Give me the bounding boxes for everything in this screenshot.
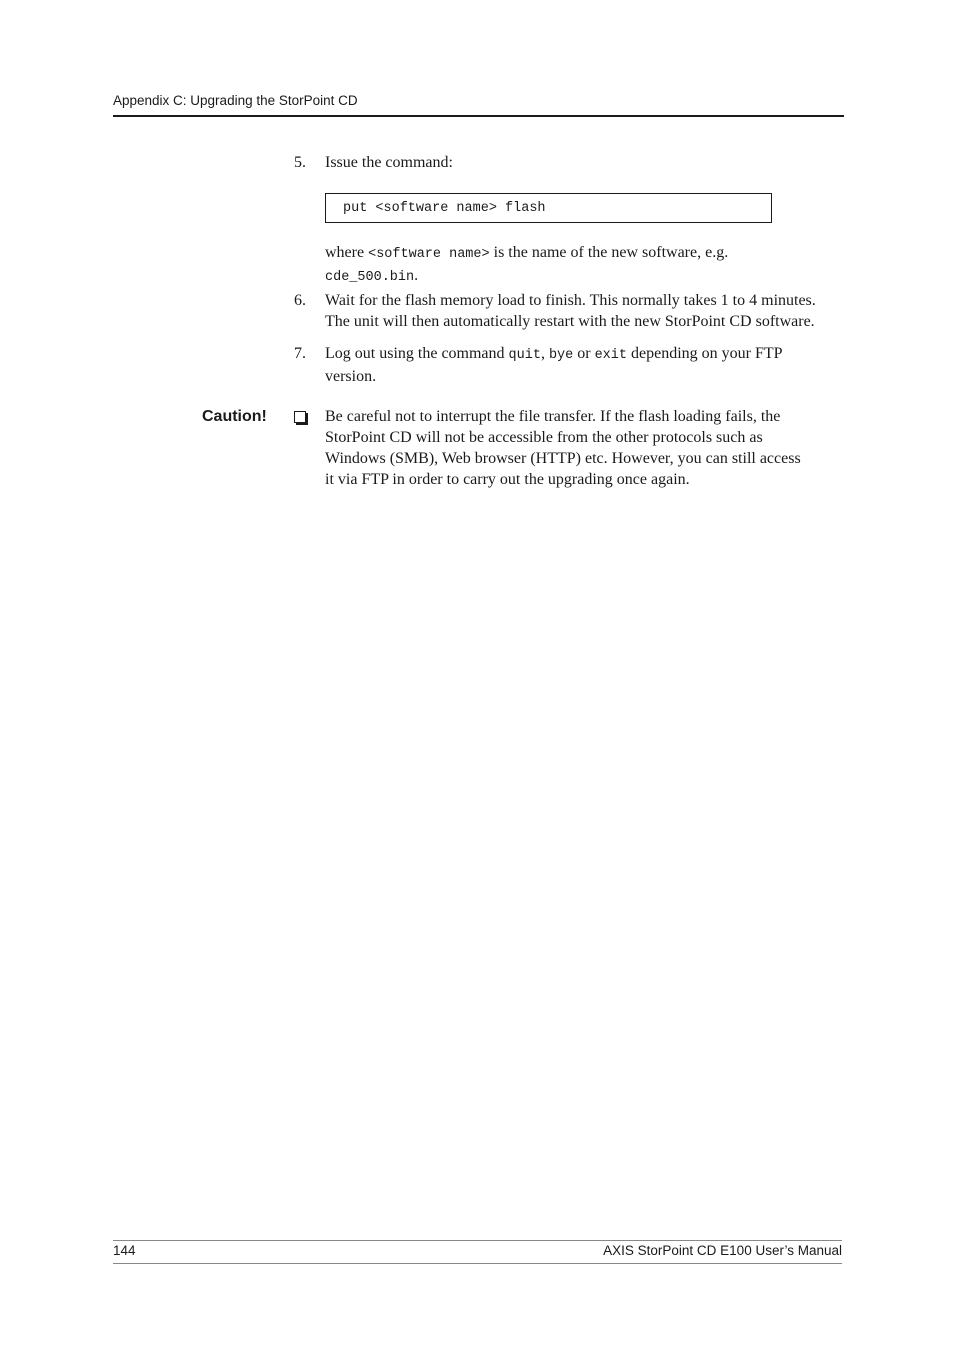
where-text-b: is the name of the new software, e.g.	[489, 244, 729, 261]
header-title: Appendix C: Upgrading the StorPoint CD	[113, 93, 358, 108]
step-7-code-quit: quit	[508, 348, 541, 363]
where-text-a: where	[325, 244, 369, 261]
step-7-number: 7.	[294, 345, 306, 362]
caution-text	[325, 406, 850, 490]
page-header	[113, 93, 844, 117]
step-7-code-bye: bye	[548, 348, 574, 363]
step-7-text-b: ,	[540, 345, 549, 362]
page-footer	[113, 1240, 842, 1264]
caution-line-3: Windows (SMB), Web browser (HTTP) etc. However, you can still access	[325, 450, 801, 467]
step-7-text-a: Log out using the command	[325, 345, 509, 362]
step-5-text: Issue the command:	[325, 154, 453, 171]
step-5-number: 5.	[294, 154, 306, 171]
manual-title: AXIS StorPoint CD E100 User’s Manual	[603, 1243, 842, 1258]
step-7-text-d: depending on your FTP	[626, 345, 783, 362]
command-box	[325, 193, 772, 223]
caution-line-4: it via FTP in order to carry out the upgrading once again.	[325, 471, 690, 488]
step-7-line-2: version.	[325, 368, 377, 385]
step-6-line-1: Wait for the flash memory load to finish. This normally takes 1 to 4 minutes.	[325, 292, 816, 309]
caution-label: Caution!	[202, 408, 267, 425]
caution-line-1: Be careful not to interrupt the file transfer. If the flash loading fails, the	[325, 408, 781, 425]
checkbox-bullet-icon	[294, 411, 306, 423]
step-6-line-2: The unit will then automatically restart with the new StorPoint CD software.	[325, 313, 815, 330]
where-paragraph	[325, 242, 850, 288]
command-text: put <software name> flash	[343, 201, 546, 216]
step-7-text	[325, 343, 850, 387]
step-6-text	[325, 290, 850, 332]
caution-line-2: StorPoint CD will not be accessible from the other protocols such as	[325, 429, 763, 446]
step-6-number: 6.	[294, 292, 306, 309]
where-code-software-name: <software name>	[368, 247, 490, 262]
step-7-text-c: or	[573, 345, 595, 362]
where-code-filename: cde_500.bin	[325, 270, 415, 285]
page-number: 144	[113, 1243, 136, 1258]
step-7-code-exit: exit	[594, 348, 627, 363]
where-text-c: .	[414, 267, 419, 284]
